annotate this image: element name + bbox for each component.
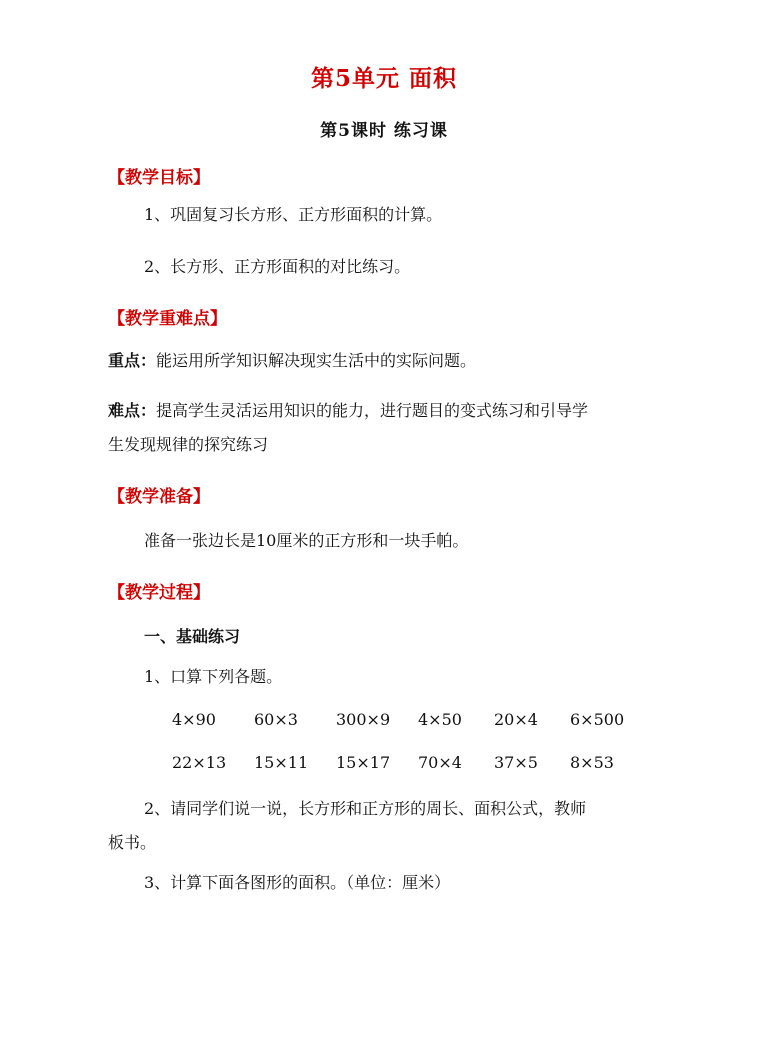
calc-item: 20×4 [494,710,538,729]
keypoint-line [108,342,668,380]
calc-item: 70×4 [418,753,462,772]
calc-item: 6×500 [570,710,625,729]
question-1: 1、口算下列各题。 [144,667,283,686]
lesson-title: 第5课时 练习课 [320,121,448,141]
unit-title: 第5单元 面积 [310,65,457,92]
calc-item: 37×5 [494,753,538,772]
section-keypoints: 【教学重难点】 [108,309,227,329]
section-objectives: 【教学目标】 [108,168,210,188]
calc-row-1 [172,710,672,729]
difficulty-line-1 [108,392,668,430]
calc-item: 4×50 [418,710,462,729]
calc-item: 22×13 [172,753,227,772]
part1-title: 一、基础练习 [144,627,241,646]
question-2-line-2: 板书。 [108,833,157,852]
calc-item: 60×3 [254,710,298,729]
prep-text: 准备一张边长是10厘米的正方形和一块手帕。 [144,531,469,550]
section-prep: 【教学准备】 [108,487,210,507]
calc-row-2 [172,753,672,772]
difficulty-text-1: 提高学生灵活运用知识的能力，进行题目的变式练习和引导学 [156,401,589,420]
calc-item: 8×53 [570,753,614,772]
objective-1: 1、巩固复习长方形、正方形面积的计算。 [144,205,443,224]
difficulty-label: 难点： [108,401,157,420]
section-process: 【教学过程】 [108,583,210,603]
calc-item: 300×9 [336,710,391,729]
question-3: 3、计算下面各图形的面积。（单位：厘米） [144,873,451,892]
difficulty-line-2: 生发现规律的探究练习 [108,435,269,454]
calc-item: 15×11 [254,753,309,772]
keypoint-label: 重点： [108,351,157,370]
objective-2: 2、长方形、正方形面积的对比练习。 [144,257,411,276]
keypoint-text: 能运用所学知识解决现实生活中的实际问题。 [156,351,477,370]
calc-item: 4×90 [172,710,216,729]
calc-item: 15×17 [336,753,391,772]
question-2-line-1: 2、请同学们说一说，长方形和正方形的周长、面积公式，教师 [144,799,587,818]
